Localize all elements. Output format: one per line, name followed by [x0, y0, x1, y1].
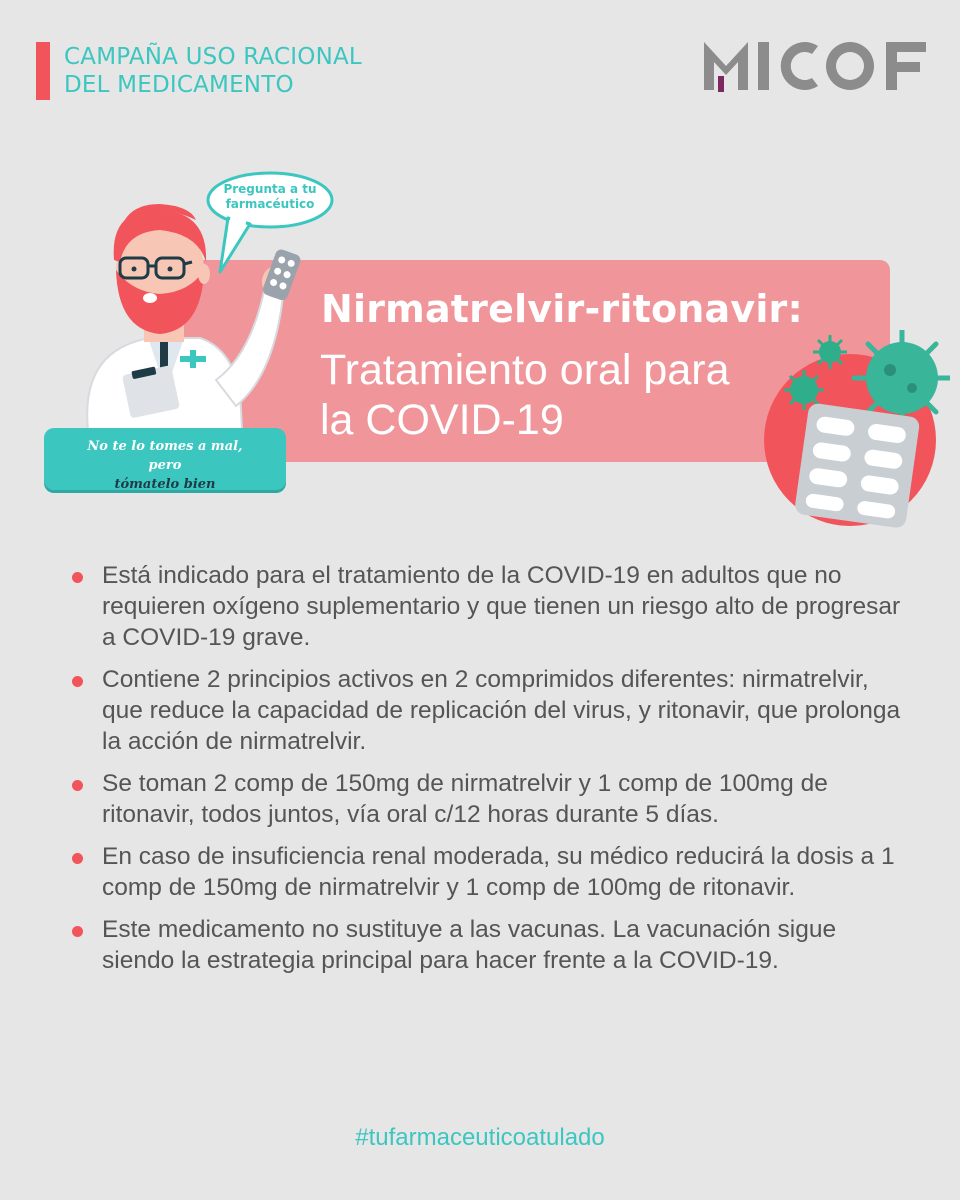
virus-pill-illustration — [760, 330, 950, 530]
drug-subtitle-line1: Tratamiento oral para — [320, 346, 730, 394]
bullet-dot-icon — [72, 780, 83, 791]
bullet-dot-icon — [72, 926, 83, 937]
list-item-text: Está indicado para el tratamiento de la COVID-19 en adultos que no requieren oxígeno suplementario y que tienen un riesgo alto de progresar a COVID-19 grave. — [102, 562, 901, 651]
list-item-text: Se toman 2 comp de 150mg de nirmatrelvir y 1 comp de 100mg de ritonavir, todos juntos, vía oral c/12 horas durante 5 días. — [102, 770, 828, 828]
info-bullet-list — [72, 560, 912, 987]
list-item — [72, 841, 912, 903]
slogan-line1: No te lo tomes a mal, — [87, 439, 243, 454]
list-item — [72, 914, 912, 976]
slogan-line2 — [44, 456, 286, 494]
campaign-accent-bar — [36, 42, 50, 100]
slogan-line2-start: pero — [148, 458, 182, 473]
drug-subtitle-line2: la COVID-19 — [320, 396, 564, 444]
drug-title: Nirmatrelvir-ritonavir: — [321, 287, 803, 331]
list-item — [72, 664, 912, 757]
campaign-title-line2: DEL MEDICAMENTO — [64, 72, 294, 98]
list-item-text: En caso de insuficiencia renal moderada, su médico reducirá la dosis a 1 comp de 150mg de nirmatrelvir y 1 comp de 100mg de ritonavir. — [102, 843, 895, 901]
list-item — [72, 560, 912, 653]
hashtag[interactable]: #tufarmaceuticoatulado — [355, 1124, 605, 1151]
bullet-dot-icon — [72, 572, 83, 583]
speech-bubble-text: Pregunta a tu farmacéutico — [223, 182, 317, 211]
slogan-line2-emphasis: tómatelo bien — [114, 477, 216, 492]
campaign-title-line1: CAMPAÑA USO RACIONAL — [64, 44, 362, 70]
campaign-title — [64, 43, 362, 99]
list-item-text: Contiene 2 principios activos en 2 comprimidos diferentes: nirmatrelvir, que reduce la capacidad de replicación del virus, y ritonavir, que prolonga la acción de nirmatrelvir. — [102, 666, 901, 755]
list-item — [72, 768, 912, 830]
drug-subtitle — [320, 345, 730, 445]
bullet-dot-icon — [72, 676, 83, 687]
bullet-dot-icon — [72, 853, 83, 864]
list-item-text: Este medicamento no sustituye a las vacunas. La vacunación sigue siendo la estrategia principal para hacer frente a la COVID-19. — [102, 916, 837, 974]
slogan-text — [44, 437, 286, 494]
micof-logo — [700, 30, 940, 100]
